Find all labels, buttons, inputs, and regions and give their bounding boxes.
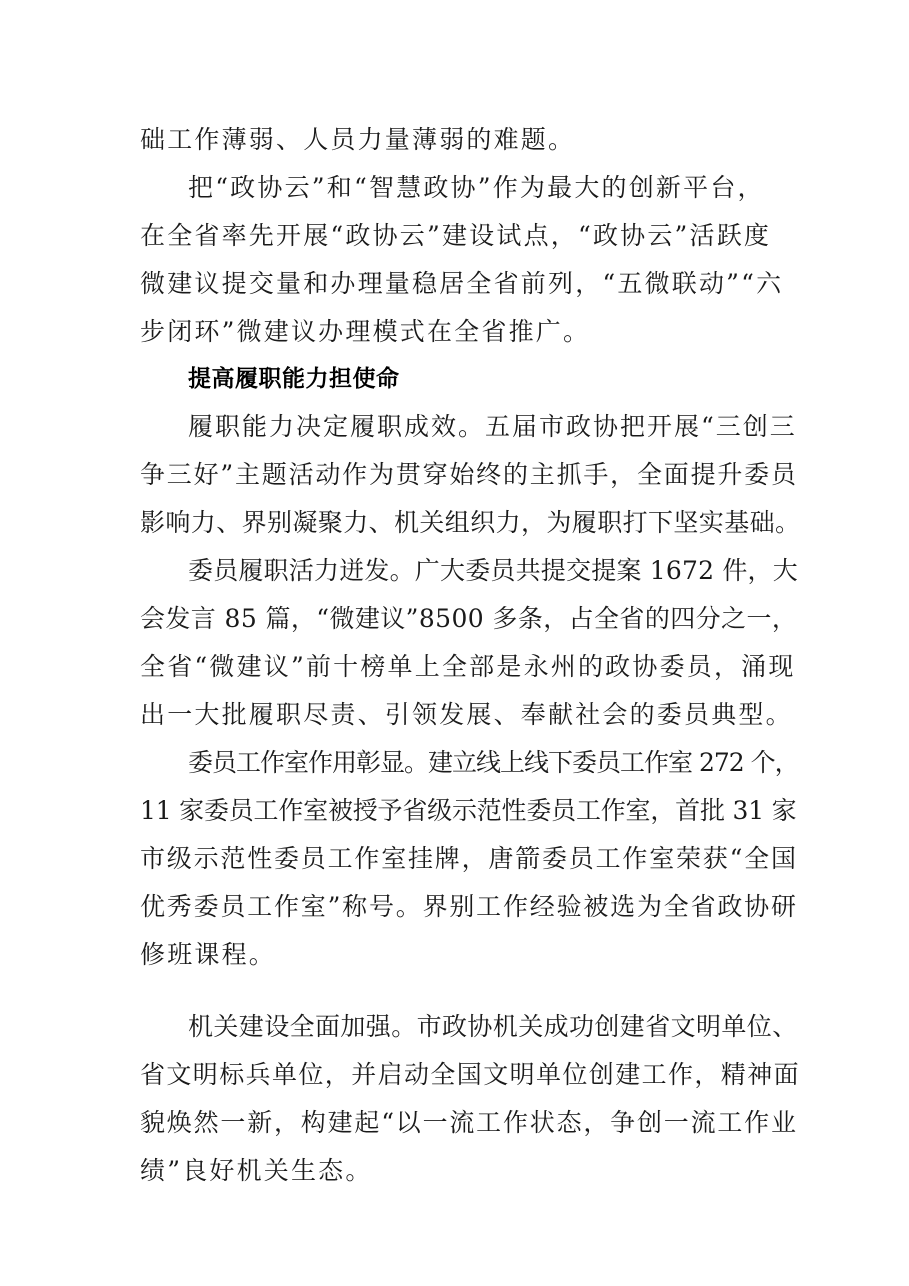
section-heading: 提高履职能力担使命	[188, 366, 400, 392]
text-line: 绩”良好机关生态。	[140, 1156, 373, 1185]
text-line: 把“政协云”和“智慧政协”作为最大的创新平台，	[188, 173, 765, 202]
text-line: 市级示范性委员工作室挂牌，唐箭委员工作室荣获“全国	[140, 844, 798, 873]
text-line: 在全省率先开展“政协云”建设试点，“政协云”活跃度	[140, 221, 772, 250]
text-line: 础工作薄弱、人员力量薄弱的难题。	[140, 125, 576, 154]
text-line: 委员工作室作用彰显。建立线上线下委员工作室 272 个，	[188, 748, 799, 777]
text-line: 履职能力决定履职成效。五届市政协把开展“三创三	[188, 412, 797, 441]
text-line: 11 家委员工作室被授予省级示范性委员工作室，首批 31 家	[140, 796, 797, 825]
text-line: 委员履职活力迸发。广大委员共提交提案 1672 件，大	[188, 556, 798, 585]
text-line: 省文明标兵单位，并启动全国文明单位创建工作，精神面	[140, 1060, 801, 1089]
text-line: 机关建设全面加强。市政协机关成功创建省文明单位、	[188, 1012, 798, 1041]
text-line: 争三好”主题活动作为贯穿始终的主抓手，全面提升委员	[140, 460, 798, 489]
text-line: 全省“微建议”前十榜单上全部是永州的政协委员，涌现	[140, 652, 796, 681]
text-line: 出一大批履职尽责、引领发展、奉献社会的委员典型。	[140, 700, 793, 729]
text-line: 优秀委员工作室”称号。界别工作经验被选为全省政协研	[140, 892, 798, 921]
text-line: 步闭环”微建议办理模式在全省推广。	[140, 317, 591, 346]
text-line: 微建议提交量和办理量稳居全省前列，“五微联动”“六	[140, 269, 784, 298]
text-line: 貌焕然一新，构建起“以一流工作状态，争创一流工作业	[140, 1108, 798, 1137]
text-line: 会发言 85 篇，“微建议”8500 多条，占全省的四分之一，	[140, 604, 798, 633]
text-line: 影响力、界别凝聚力、机关组织力，为履职打下坚实基础。	[140, 508, 801, 537]
text-line: 修班课程。	[140, 940, 277, 969]
